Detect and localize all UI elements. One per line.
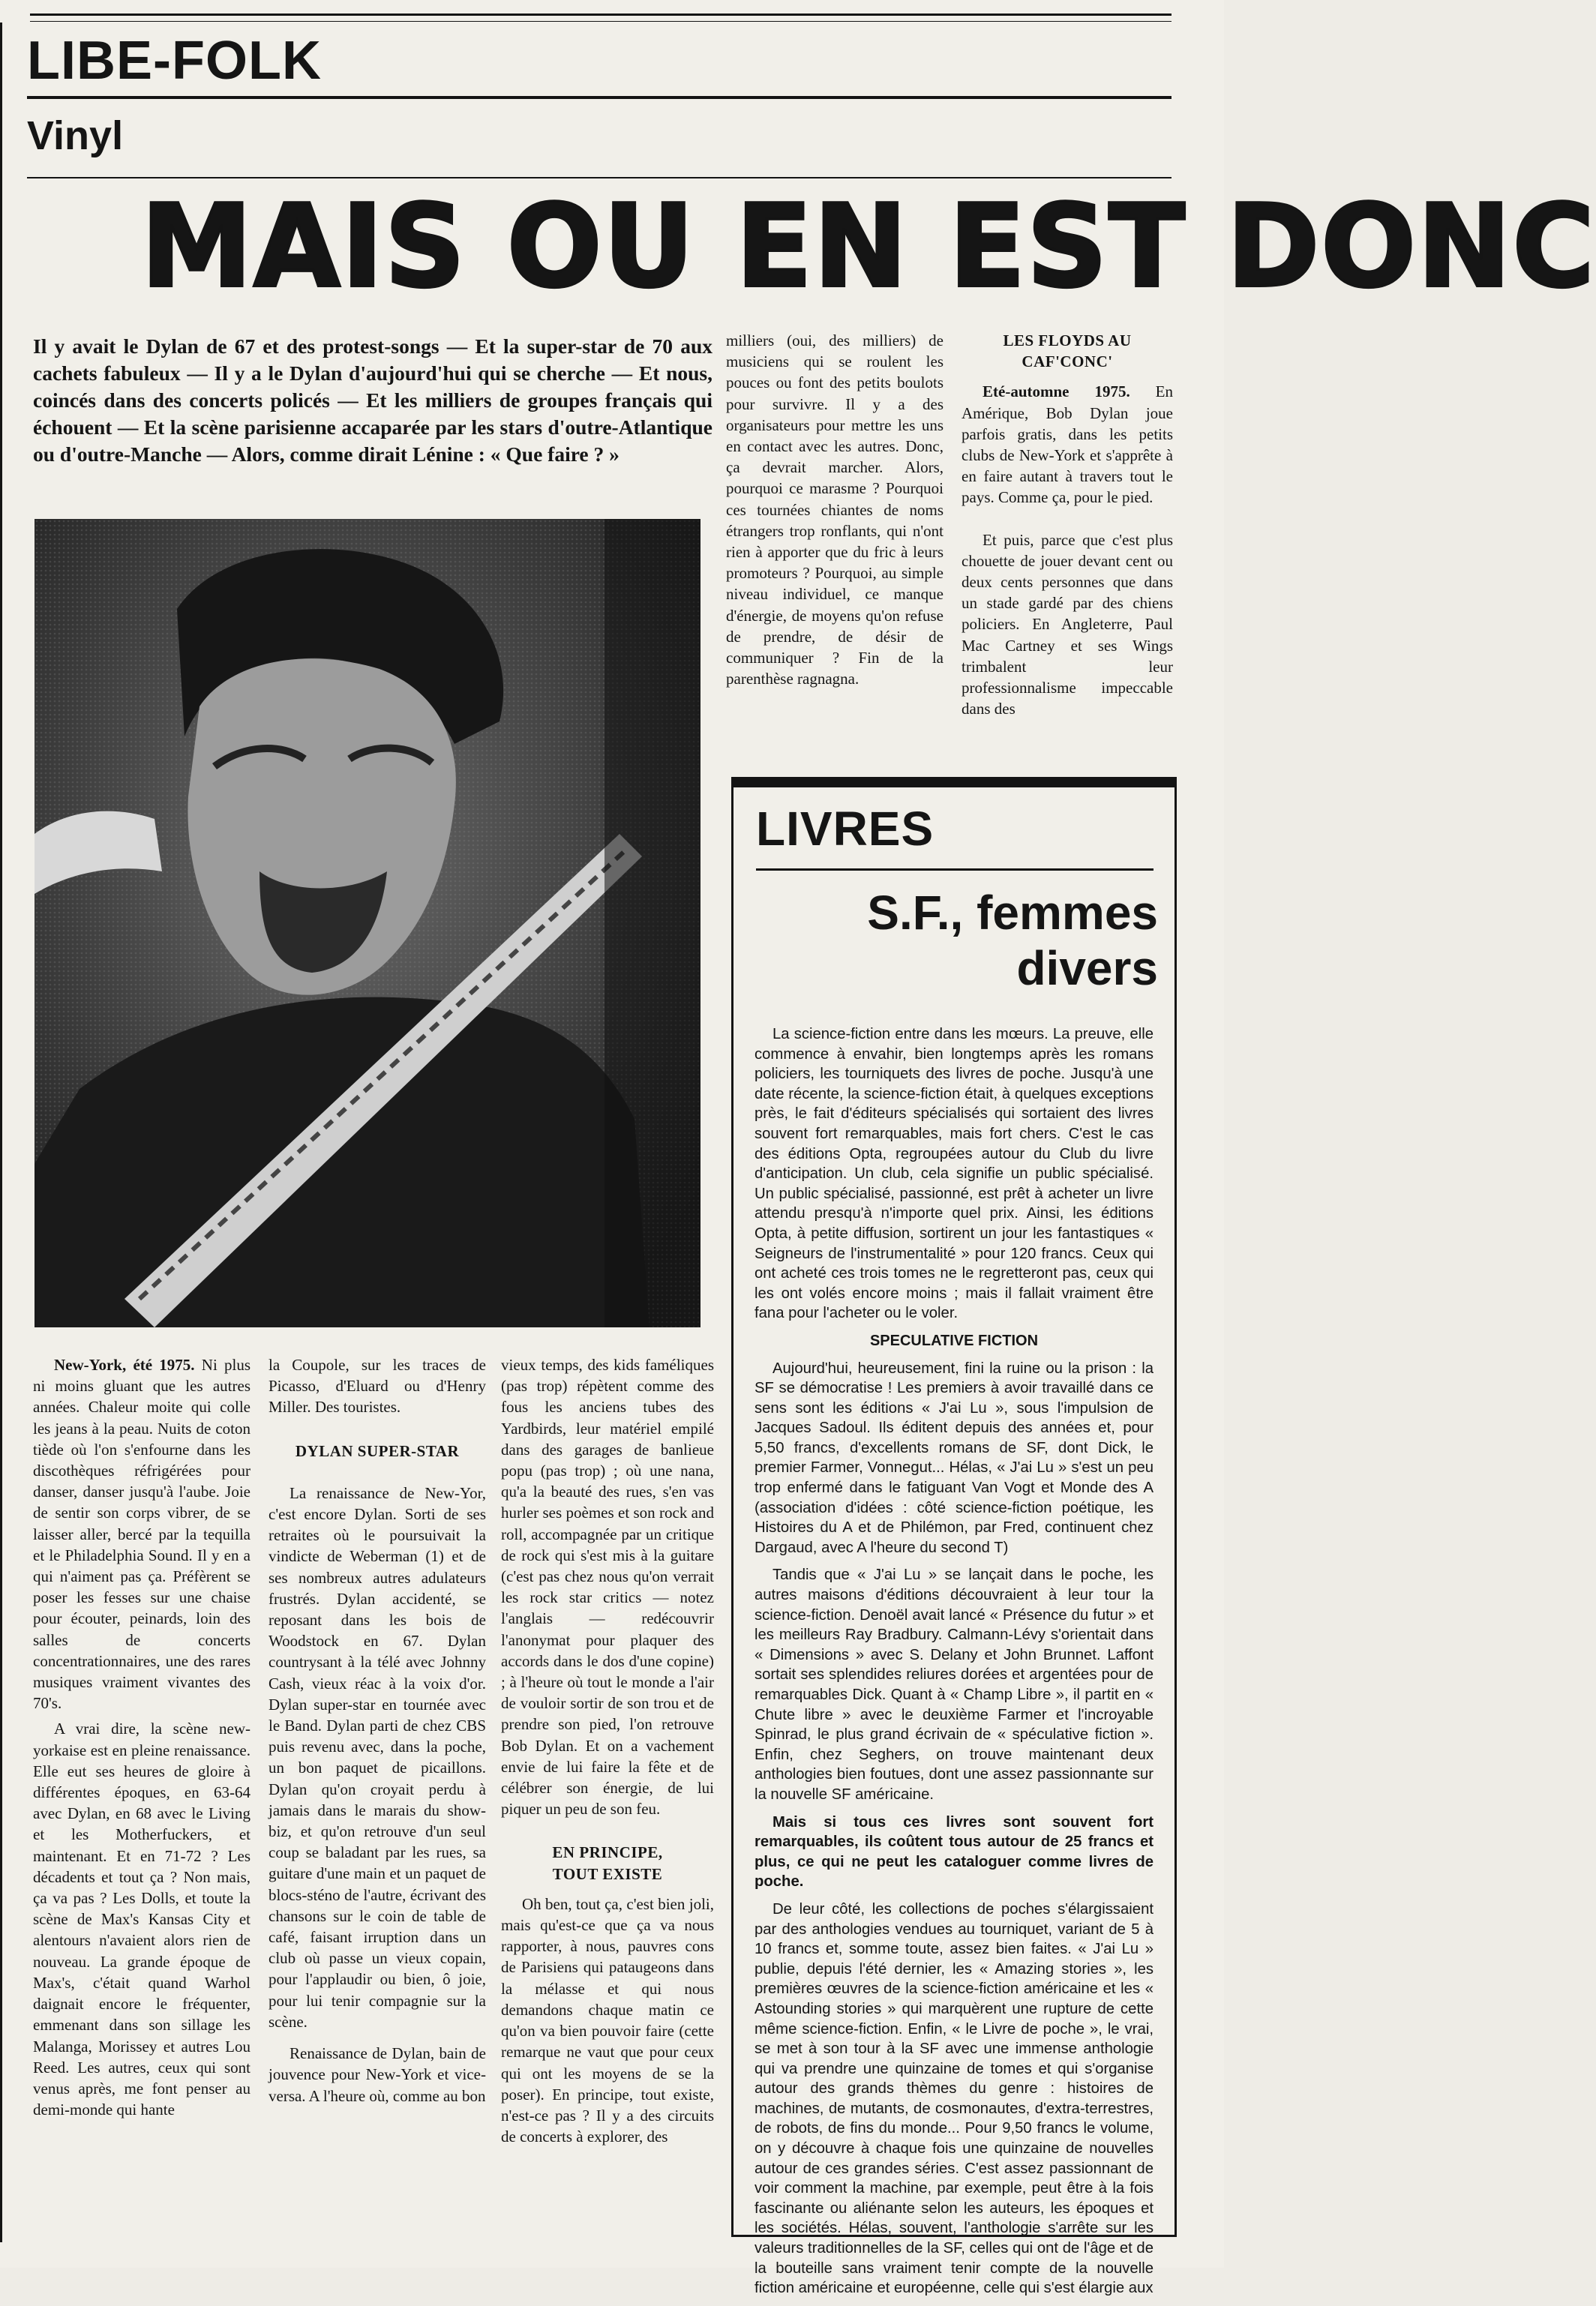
floyds-heading: LES FLOYDS AU CAF'CONC' — [1003, 331, 1132, 371]
subsection-title: Vinyl — [27, 113, 124, 158]
livres-paragraph-5: De leur côté, les collections de poches s'élargissaient par des anthologies vendues au tourniquet, variant de 5 à 10 francs et, somme toute, assez bien faites. « J'ai Lu » publie, depuis l'été dernier, les « Amazing stories », les premières œuvres de la science-fiction américaine et les « Astounding stories » qui marquèrent une rupture de cette même science-fiction. Enfin, « le Livre de poche », le vrai, se met à son tour à la SF avec une immense anthologie qui va prendre une quinzaine de tomes et qui s'organise autour des grands thèmes du genre : histoires de machines, de mutants, de cosmonautes, d'extra-terrestres, de robots, de fins du monde... Pour 9,50 francs le volume, on y découvre à chaque fois une quinzaine de nouvelles autour de ces grandes séries. C'est assez passionnant de voir comment la machine, par exemple, peut être à la fois fascinante ou aliénante selon les auteurs, les époques et les sociétés. Hélas, souvent, l'anthologie s'arrête sur les valeurs traditionnelles de la SF, celles qui ont de l'âge et de la bouteille sans vraiment tenir compte de la nouvelle fiction américaine et européenne, celle qui s'est élargie aux — [754, 1900, 1154, 2297]
column-upper-middle — [726, 330, 944, 689]
column-3 — [501, 1354, 714, 2147]
livres-paragraph-3: Tandis que « J'ai Lu » se lançait dans le poche, les autres maisons d'éditions découvraient à leur tour la science-fiction. Denoël avait lancé « Présence du futur » et les meilleurs Ray Bradbury. Calmann-Lévy s'orientait dans « Dimensions » avec S. Delany et John Brunnet. Laffont sortait ses splendides reliures dorées et argentées pour de remarquables Dick. Quant à « Champ Libre », il partit en « Chute libre » avec le deuxième Farmer et l'incroyable Spinrad, le plus grand écrivain de « spéculative fiction ». Enfin, chez Seghers, on trouve maintenant deux anthologies bien foutues, dont une assez passionnante sur la nouvelle SF américaine. — [754, 1567, 1154, 1803]
section-rule — [27, 96, 1172, 99]
lede-paragraph: Il y avait le Dylan de 67 et des protest-songs — Et la super-star de 70 aux cachets fabuleux — Il y a le Dylan d'aujourd'hui qui se cherche — Et nous, coincés dans des concerts policés — Et les milliers de groupes français qui échouent — Et la scène parisienne accaparée par les stars d'outre-Atlantique ou d'outre-Manche — Alors, comme dirait Lénine : « Que faire ? » — [33, 334, 712, 466]
floyds-lead: Eté-automne 1975. — [982, 382, 1130, 401]
column-upper-right — [962, 330, 1173, 719]
column-2-paragraph-2: La renaissance de New-Yor, c'est encore Dylan. Sorti de ses retraites où le poursuivait la vindicte de Weberman (1) et de ses nombreux autres adulateurs frustrés. Dylan accidenté, se reposant dans les bois de Woodstock en 67. Dylan countrysant à la télé avec Johnny Cash, vieux réac à la voix d'or. Dylan super-star en tournée avec le Band. Dylan parti de chez CBS puis revenu avec, dans la poche, un bon paquet de picaillons. Dylan qu'on croyait perdu à jamais dans le marais du show-biz, et qu'on retrouve d'un seul coup se baladant par les rues, sa guitare d'une main et un paquet de blocs-sténo de l'autre, écrivant des chansons sur le coin de table de café, faisant irruption dans un club où passe un vieux copain, pour l'applaudir ou bien, ô joie, pour lui tenir compagnie sur la scène. — [268, 1483, 486, 2031]
speculative-fiction-heading: SPECULATIVE FICTION — [869, 1332, 1039, 1349]
column-2-paragraph-3: Renaissance de Dylan, bain de jouvence pour New-York et vice-versa. A l'heure où, comme au bon — [268, 2044, 486, 2105]
column-upper-middle-text: milliers (oui, des milliers) de musiciens qui se roulent les pouces ou font des petits boulots pour survivre. Il y a des organisateurs pour mettre les uns en contact avec les autres. Donc, ça devrait marcher. Alors, pourquoi ce marasme ? Pourquoi ces tournées chiantes de noms étrangers trop ronflants, qui n'ont rien à apporter que du fric à leurs promoteurs ? Pourquoi, au simple niveau individuel, ce manque d'énergie, de moyens qu'on refuse de prendre, de désir de communiquer ? Fin de la parenthèse ragnagna. — [726, 331, 944, 688]
column-3-paragraph-1: vieux temps, des kids faméliques (pas trop) répètent comme des fous les anciens tubes des Yardbirds, leur matériel empilé dans des garages de banlieue popu (pas trop) ; où une nana, qu'a la beauté des rues, s'en vas hurler ses poèmes et son rock and roll, accompagnée par un critique de rock qui s'est mis à la guitare (c'est pas chez nous qu'on verrait les rock star critics — notez l'anglais — redécouvrir l'anonymat pour plaquer des accords dans le dos d'une copine) ; à l'heure où tout le monde a l'air de vouloir sortir de son trou et de prendre son pied, l'on retrouve Bob Dylan. Et on a vachement envie de lui faire la fête et de célébrer son énergie, de lui piquer un peu de son feu. — [501, 1356, 714, 1819]
livres-body — [754, 1024, 1154, 2306]
livres-paragraph-1: La science-fiction entre dans les mœurs. La preuve, elle commence à envahir, bien longtemps après les romans policiers, les tourniquets des livres de poche. Jusqu'à une date récente, la science-fiction était, à quelques exceptions près, le fait d'éditeurs spécialisés qui sortaient des livres souvent fort remarquables, mais fort chers. C'est le cas des éditions Opta, regroupées autour du Club du livre d'anticipation. Un club, cela signifie un public spécialisé. Un public spécialisé, passionné, est prêt à acheter un livre attendu presqu'à n'importe quel prix. Ainsi, les éditions Opta, à petite diffusion, sortirent un jour les fantastiques « Seigneurs de l'instrumentalité » pour 120 francs. Ceux qui ont acheté ces trois tomes ne le regretteront pas, ceux qui les ont volés encore moins ; mais il fallait vraiment être fana pour l'acheter ou le voler. — [754, 1026, 1154, 1322]
floyds-paragraph-2: Et puis, parce que c'est plus chouette de jouer devant cent ou deux cents personnes que dans un stade gardé par des chiens policiers. En Angleterre, Paul Mac Cartney et ses Wings trimbalent leur professionnalisme impeccable dans des — [962, 530, 1173, 718]
livres-title: LIVRES — [756, 802, 934, 856]
section-title: LIBE-FOLK — [27, 31, 322, 91]
top-rule — [30, 13, 1172, 16]
livres-title-rule — [756, 868, 1154, 871]
livres-headline-line-1: S.F., femmes — [867, 886, 1158, 940]
column-2 — [268, 1354, 486, 2107]
column-3-paragraph-2: Oh ben, tout ça, c'est bien joli, mais qu'est-ce que ça va nous rapporter, à nous, pauvres cons de Parisiens qui pataugeons dans la mélasse et qui nous demandons chaque matin ce qu'on va bien pouvoir faire (cette remarque ne vaut que pour ceux qui ont les moyens de se la poser). En principe, tout existe, n'est-ce pas ? Il y a des circuits de concerts à explorer, des — [501, 1894, 714, 2146]
dylan-photo — [34, 519, 700, 1327]
top-rule-thin — [30, 21, 1172, 22]
left-margin-rule — [0, 22, 2, 2242]
livres-paragraph-4: Mais si tous ces livres sont souvent fort remarquables, ils coûtent tous autour de 25 francs et plus, ce qui ne peut les cataloguer comme livres de poche. — [754, 1813, 1154, 1891]
livres-box — [731, 777, 1177, 2297]
en-principe-heading: EN PRINCIPE, TOUT EXISTE — [552, 1843, 663, 1883]
column-1 — [33, 1354, 250, 2120]
livres-headline — [867, 885, 1158, 996]
subsection-rule — [27, 177, 1172, 178]
livres-headline-line-2: divers — [1016, 941, 1158, 995]
floyds-paragraph-1: En Amérique, Bob Dylan joue parfois gratis, dans les petits clubs de New-York et s'apprête à en faire autant à travers tout le pays. Comme ça, pour le pied. — [962, 382, 1173, 507]
dylan-superstar-heading: DYLAN SUPER-STAR — [295, 1441, 460, 1460]
photo-illustration — [34, 519, 700, 1327]
headline: MAIS OU EN EST DONC — [141, 180, 1596, 313]
column-1-lead: New-York, été 1975. — [54, 1356, 195, 1374]
livres-paragraph-2: Aujourd'hui, heureusement, fini la ruine ou la prison : la SF se démocratise ! Les premiers à avoir travaillé dans ce sens sont les éditions « J'ai Lu », sous l'impulsion de Jacques Sadoul. Ils éditent depuis des années et, pour 5,50 francs, d'excellents romans de SF, dont Dick, le premier Farmer, Vonnegut... Hélas, « J'ai Lu » s'est un peu trop enfermé dans le fatiguant Van Vogt et Monde des A (association d'idées : côté science-fiction poétique, les Histoires du A et de Philémon, par Fred, continuent chez Dargaud, avec A l'heure du second T) — [754, 1360, 1154, 1556]
column-2-paragraph-1: la Coupole, sur les traces de Picasso, d'Eluard ou d'Henry Miller. Des touristes. — [268, 1356, 486, 1417]
column-1-paragraph-1: Ni plus ni moins gluant que les autres années. Chaleur moite qui colle les jeans à la peau. Nuits de coton tiède où l'on s'enfourne dans les discothèques réfrigérées pour danser, danser jusqu'à l'aube. Joie de sentir son corps vibrer, de se laisser aller, bercé par la tequilla et le Philadelphia Sound. Il y en a qui n'aiment pas ça. Préfèrent se poser les fesses sur une chaise pour écouter, peinards, loin des salles de concerts concentrationnaires, une des rares musiques vraiment vivantes des 70's. — [33, 1356, 250, 1713]
column-1-paragraph-2: A vrai dire, la scène new-yorkaise est en pleine renaissance. Elle eut ses heures de gloire à différentes époques, en 63-64 avec Dylan, en 68 avec le Living et les Motherfuckers, et maintenant. Et en 71-72 ? Les décadents et tout ça ? Non mais, ça va pas ? Les Dolls, et toute la scène de Max's Kansas City et alentours n'avaient alors rien de nouveau. La grande époque de Max's, c'était quand Warhol daignait encore le fréquenter, emmenant dans son sillage les Malanga, Morissey et autres Lou Reed. Les autres, ceux qui sont venus après, me font penser au demi-monde qui hante — [33, 1720, 250, 2119]
